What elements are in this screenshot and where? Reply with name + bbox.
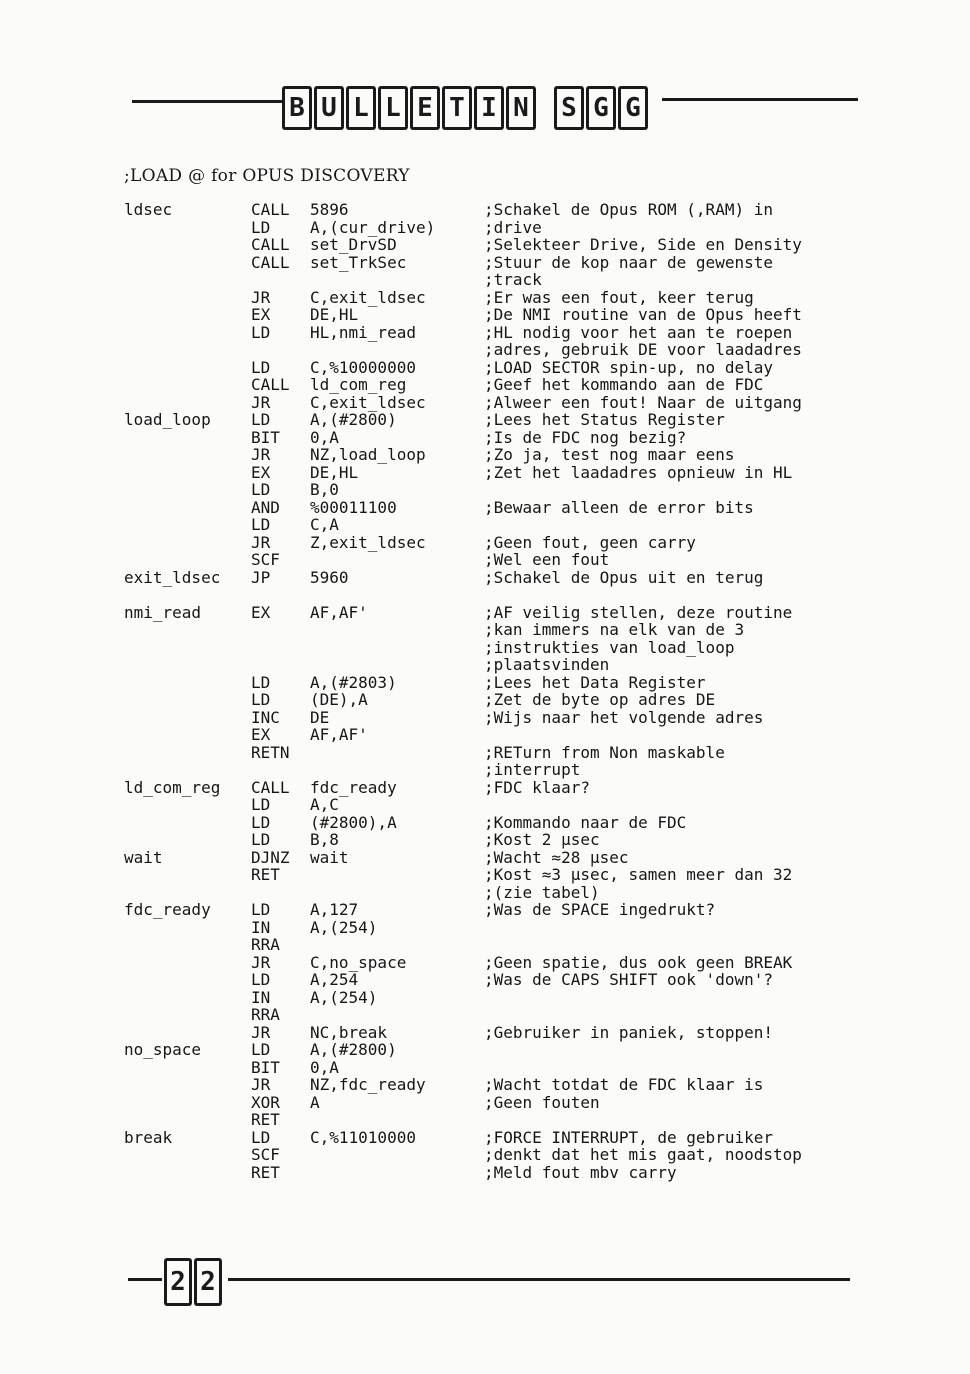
code-comment: ;Stuur de kop naar de gewenste (484, 252, 773, 272)
code-operand: A,C (310, 795, 339, 814)
code-opcode: LD (251, 515, 271, 534)
masthead-letter: T (442, 86, 472, 130)
masthead-letter: G (586, 86, 616, 130)
code-comment: ;HL nodig voor het aan te roepen (484, 322, 793, 342)
code-comment: ;Er was een fout, keer terug (484, 287, 754, 307)
code-comment: ;Alweer een fout! Naar de uitgang (484, 392, 802, 412)
code-operand: A,(254) (310, 987, 378, 1007)
code-opcode: AND (251, 497, 280, 517)
code-operand: A,(#2800) (310, 410, 397, 429)
code-opcode: RRA (251, 935, 280, 954)
code-comment: ;Meld fout mbv carry (484, 1162, 677, 1182)
page-number (164, 1258, 224, 1306)
code-line (124, 1006, 884, 1024)
code-comment: ;Wel een fout (484, 550, 610, 569)
code-opcode: DJNZ (251, 847, 290, 867)
code-opcode: JR (251, 952, 271, 972)
code-line (124, 569, 884, 587)
code-opcode: SCF (251, 550, 280, 569)
header-rule-left (132, 100, 282, 103)
code-operand: C,A (310, 515, 339, 534)
code-operand: AF,AF' (310, 725, 368, 744)
code-line (124, 586, 884, 604)
code-opcode: LD (251, 322, 271, 342)
code-line (124, 551, 884, 569)
code-line (124, 936, 884, 954)
code-label: exit_ldsec (124, 567, 221, 587)
code-comment: ;track (484, 270, 542, 289)
code-comment: ;interrupt (484, 760, 581, 779)
code-line (124, 1076, 884, 1094)
code-line (124, 621, 884, 639)
code-opcode: LD (251, 690, 271, 709)
masthead-letter: S (554, 86, 584, 130)
code-line (124, 1059, 884, 1077)
code-comment: ;Wacht ≈28 µsec (484, 847, 629, 867)
code-comment: ;Geen spatie, dus ook geen BREAK (484, 952, 793, 972)
code-line (124, 901, 884, 919)
code-opcode: LD (251, 830, 271, 849)
code-operand: 5960 (310, 567, 349, 587)
assembly-listing (124, 201, 884, 1181)
code-line (124, 989, 884, 1007)
code-operand: A (310, 1092, 320, 1112)
code-line (124, 289, 884, 307)
code-line (124, 779, 884, 797)
code-comment: ;Selekteer Drive, Side en Density (484, 235, 802, 254)
code-opcode: JR (251, 532, 271, 552)
code-line (124, 866, 884, 884)
code-opcode: JR (251, 1022, 271, 1042)
page-number-digit: 2 (164, 1258, 192, 1306)
footer-rule-left (128, 1278, 162, 1281)
code-comment: ;(zie tabel) (484, 882, 600, 902)
code-line (124, 971, 884, 989)
code-opcode: LD (251, 672, 271, 692)
code-line (124, 814, 884, 832)
code-comment: ;RETurn from Non maskable (484, 742, 725, 762)
code-line (124, 534, 884, 552)
code-comment: ;Wacht totdat de FDC klaar is (484, 1075, 764, 1094)
code-comment: ;Schakel de Opus ROM (,RAM) in (484, 200, 773, 219)
code-operand: 5896 (310, 200, 349, 219)
code-line (124, 1146, 884, 1164)
code-comment: ;adres, gebruik DE voor laadadres (484, 340, 802, 359)
code-comment: ;kan immers na elk van de 3 (484, 620, 745, 639)
code-opcode: LD (251, 410, 271, 429)
code-operand: HL,nmi_read (310, 322, 416, 342)
code-line (124, 359, 884, 377)
code-comment: ;Kost ≈3 µsec, samen meer dan 32 (484, 865, 793, 884)
code-operand: set_DrvSD (310, 235, 397, 254)
code-line (124, 744, 884, 762)
code-line (124, 691, 884, 709)
code-operand: %00011100 (310, 497, 397, 517)
code-operand: 0,A (310, 1057, 339, 1077)
code-comment: ;FDC klaar? (484, 777, 590, 797)
code-line (124, 919, 884, 937)
code-opcode: EX (251, 462, 271, 482)
code-opcode: JR (251, 1075, 271, 1094)
code-label: nmi_read (124, 602, 202, 622)
code-comment: ;Lees het Status Register (484, 410, 725, 429)
code-comment: ;AF veilig stellen, deze routine (484, 602, 793, 622)
code-opcode: JR (251, 445, 271, 464)
code-comment: ;Was de SPACE ingedrukt? (484, 900, 716, 919)
page-number-digit: 2 (194, 1258, 222, 1306)
code-comment: ;Zo ja, test nog maar eens (484, 445, 735, 464)
code-operand: (DE),A (310, 690, 368, 709)
code-comment: ;Lees het Data Register (484, 672, 706, 692)
code-label: ldsec (124, 200, 173, 219)
code-opcode: LD (251, 1127, 271, 1147)
masthead-logo (282, 86, 650, 130)
masthead-letter: U (314, 86, 344, 130)
code-line (124, 201, 884, 219)
code-opcode: CALL (251, 200, 290, 219)
listing-title: ;LOAD @ for OPUS DISCOVERY (124, 166, 410, 186)
code-operand: DE (310, 707, 330, 727)
code-opcode: RET (251, 1110, 280, 1129)
code-line (124, 429, 884, 447)
code-comment: ;FORCE INTERRUPT, de gebruiker (484, 1127, 773, 1147)
code-line (124, 761, 884, 779)
code-operand: C,no_space (310, 952, 407, 972)
code-label: no_space (124, 1040, 202, 1059)
code-operand: wait (310, 847, 349, 867)
code-operand: Z,exit_ldsec (310, 532, 426, 552)
code-operand: B,8 (310, 830, 339, 849)
code-operand: A,(#2803) (310, 672, 397, 692)
code-line (124, 1041, 884, 1059)
masthead-letter: L (346, 86, 376, 130)
code-line (124, 884, 884, 902)
code-line (124, 674, 884, 692)
code-operand: NC,break (310, 1022, 388, 1042)
code-operand: C,exit_ldsec (310, 392, 426, 412)
code-opcode: JR (251, 287, 271, 307)
code-operand: A,(254) (310, 917, 378, 937)
code-line (124, 464, 884, 482)
code-comment: ;De NMI routine van de Opus heeft (484, 305, 802, 324)
code-opcode: LD (251, 970, 271, 989)
code-line (124, 236, 884, 254)
code-opcode: EX (251, 305, 271, 324)
code-comment: ;Geen fouten (484, 1092, 600, 1112)
code-operand: NZ,load_loop (310, 445, 426, 464)
code-line (124, 831, 884, 849)
code-line (124, 1094, 884, 1112)
header-rule-right (662, 98, 858, 101)
code-comment: ;Wijs naar het volgende adres (484, 707, 764, 727)
code-operand: AF,AF' (310, 602, 368, 622)
code-opcode: RET (251, 865, 280, 884)
code-operand: C,exit_ldsec (310, 287, 426, 307)
masthead-letter: G (618, 86, 648, 130)
code-comment: ;Schakel de Opus uit en terug (484, 567, 764, 587)
code-operand: A,(#2800) (310, 1040, 397, 1059)
code-comment: ;plaatsvinden (484, 655, 610, 674)
code-line (124, 499, 884, 517)
code-label: ld_com_reg (124, 777, 221, 797)
code-line (124, 306, 884, 324)
code-opcode: XOR (251, 1092, 280, 1112)
code-line (124, 394, 884, 412)
code-operand: (#2800),A (310, 812, 397, 832)
code-operand: C,%10000000 (310, 357, 416, 377)
code-opcode: RET (251, 1162, 280, 1182)
masthead-letter: E (410, 86, 440, 130)
code-label: break (124, 1127, 173, 1147)
code-line (124, 604, 884, 622)
code-opcode: BIT (251, 427, 280, 447)
code-opcode: SCF (251, 1145, 280, 1164)
code-line (124, 796, 884, 814)
code-comment: ;Kost 2 µsec (484, 830, 600, 849)
code-line (124, 1129, 884, 1147)
code-line (124, 516, 884, 534)
code-operand: B,0 (310, 480, 339, 499)
code-opcode: LD (251, 217, 271, 237)
masthead-letter: N (506, 86, 536, 130)
code-line (124, 324, 884, 342)
code-operand: 0,A (310, 427, 339, 447)
code-line (124, 446, 884, 464)
code-opcode: IN (251, 917, 271, 937)
code-label: fdc_ready (124, 900, 211, 919)
code-opcode: LD (251, 812, 271, 832)
code-comment: ;drive (484, 217, 542, 237)
code-line (124, 954, 884, 972)
code-opcode: LD (251, 480, 271, 499)
code-opcode: LD (251, 795, 271, 814)
code-opcode: JP (251, 567, 271, 587)
code-line (124, 1111, 884, 1129)
masthead-letter: L (378, 86, 408, 130)
code-line (124, 481, 884, 499)
code-line (124, 341, 884, 359)
code-opcode: LD (251, 900, 271, 919)
code-line (124, 656, 884, 674)
code-opcode: RRA (251, 1005, 280, 1024)
code-opcode: RETN (251, 742, 290, 762)
masthead-letter: I (474, 86, 504, 130)
code-opcode: CALL (251, 375, 290, 394)
code-opcode: JR (251, 392, 271, 412)
code-opcode: BIT (251, 1057, 280, 1077)
code-operand: set_TrkSec (310, 252, 407, 272)
code-opcode: CALL (251, 777, 290, 797)
code-line (124, 219, 884, 237)
code-opcode: IN (251, 987, 271, 1007)
code-comment: ;instrukties van load_loop (484, 637, 735, 657)
code-comment: ;Was de CAPS SHIFT ook 'down'? (484, 970, 773, 989)
code-opcode: EX (251, 725, 271, 744)
code-operand: C,%11010000 (310, 1127, 416, 1147)
code-operand: A,(cur_drive) (310, 217, 436, 237)
code-opcode: INC (251, 707, 280, 727)
code-comment: ;Geef het kommando aan de FDC (484, 375, 764, 394)
code-comment: ;Zet de byte op adres DE (484, 690, 716, 709)
code-operand: NZ,fdc_ready (310, 1075, 426, 1094)
code-comment: ;Kommando naar de FDC (484, 812, 687, 832)
footer-rule-right (228, 1278, 850, 1281)
code-opcode: CALL (251, 252, 290, 272)
code-line (124, 639, 884, 657)
code-line (124, 726, 884, 744)
code-operand: DE,HL (310, 462, 359, 482)
code-comment: ;denkt dat het mis gaat, noodstop (484, 1145, 802, 1164)
code-operand: A,254 (310, 970, 359, 989)
code-operand: A,127 (310, 900, 359, 919)
code-comment: ;Zet het laadadres opnieuw in HL (484, 462, 793, 482)
code-operand: ld_com_reg (310, 375, 407, 394)
code-line (124, 271, 884, 289)
code-label: wait (124, 847, 163, 867)
code-line (124, 1024, 884, 1042)
code-line (124, 376, 884, 394)
code-line (124, 411, 884, 429)
code-comment: ;Is de FDC nog bezig? (484, 427, 687, 447)
code-line (124, 849, 884, 867)
code-line (124, 1164, 884, 1182)
code-opcode: LD (251, 1040, 271, 1059)
code-line (124, 254, 884, 272)
code-comment: ;LOAD SECTOR spin-up, no delay (484, 357, 773, 377)
code-label: load_loop (124, 410, 211, 429)
code-operand: DE,HL (310, 305, 359, 324)
code-operand: fdc_ready (310, 777, 397, 797)
code-line (124, 709, 884, 727)
code-opcode: LD (251, 357, 271, 377)
masthead-letter: B (282, 86, 312, 130)
code-comment: ;Bewaar alleen de error bits (484, 497, 754, 517)
code-comment: ;Gebruiker in paniek, stoppen! (484, 1022, 773, 1042)
code-comment: ;Geen fout, geen carry (484, 532, 696, 552)
code-opcode: EX (251, 602, 271, 622)
code-opcode: CALL (251, 235, 290, 254)
